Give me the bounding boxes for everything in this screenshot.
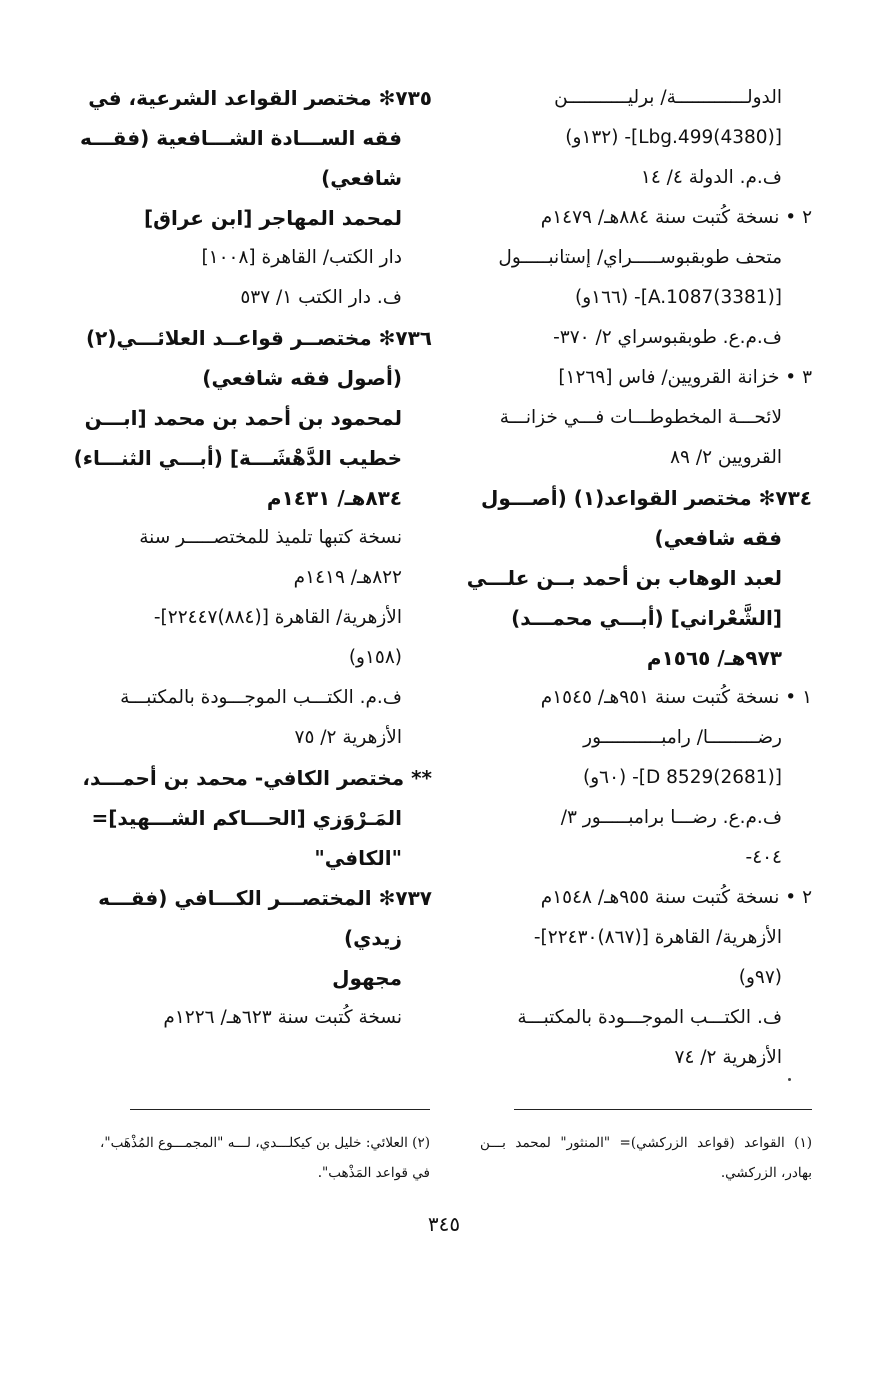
text-line: ٧٣٤✻ مختصر القواعد(١) (أصـــول — [481, 486, 812, 510]
text-line: رضـــــــــا/ رامبـــــــــــور — [583, 727, 782, 748]
text-line: ف. الكتـــب الموجـــودة بالمكتبـــة — [517, 1007, 782, 1028]
text-line: ٩٧٣هـ/ ١٥٦٥م — [646, 646, 782, 670]
text-line: متحف طوبقبوســـــراي/ إستانبـــــول — [498, 247, 782, 268]
text-line: ٧٣٥✻ مختصر القواعد الشرعية، في — [88, 86, 432, 110]
text-line: ٨٢٢هـ/ ١٤١٩م — [293, 567, 402, 588]
text-line: ٧٣٧✻ المختصـــر الكـــافي (فقـــه — [98, 886, 432, 910]
text-line: لمحمود بن أحمد بن محمد [ابـــن — [84, 406, 402, 430]
text-line: ٣ • خزانة القرويين/ فاس [١٢٦٩] — [558, 367, 812, 388]
text-line: ٢ • نسخة كُتبت سنة ٨٨٤هـ/ ١٤٧٩م — [540, 207, 812, 228]
text-line: (١٥٨و) — [348, 647, 402, 668]
footnote-rule-right — [514, 1109, 812, 1110]
text-line: الأزهرية ٢/ ٧٤ — [674, 1047, 782, 1068]
text-line: [(2681)8529 D]- (٦٠و) — [582, 767, 782, 788]
text-line: [الشَّعْراني] (أبـــي محمـــد) — [511, 606, 782, 630]
text-line: خطيب الدَّهْشَـــة] (أبـــي الثنـــاء) — [73, 446, 402, 470]
text-line: [(3381)A.1087]- (١٦٦و) — [574, 287, 782, 308]
footnote-2: (٢) العلائي: خليل بن كيكلـــدي، لـــه "المجمـــوع المُذْهَب"، في قواعد المَذْهب". — [100, 1135, 430, 1181]
text-line: فقه شافعي) — [654, 526, 782, 550]
footnote-1: (١) القواعد (قواعد الزركشي)= "المنثور" لمحمد بـــن بهادر، الزركشي. — [480, 1135, 812, 1181]
stray-dot — [788, 1078, 791, 1081]
text-line: الدولـــــــــــــة/ برليـــــــــــن — [554, 87, 782, 108]
page-number: ٣٤٥ — [427, 1212, 461, 1236]
text-line: لائحـــة المخطوطـــات فـــي خزانـــة — [499, 407, 782, 428]
text-line: الأزهرية ٢/ ٧٥ — [294, 727, 402, 748]
text-line: شافعي) — [321, 166, 402, 190]
text-line: نسخة كُتبت سنة ٦٢٣هـ/ ١٢٢٦م — [163, 1007, 402, 1028]
text-line: ف.م.ع. طوبقبوسراي ٢/ ٣٧٠- — [553, 327, 782, 348]
left-column — [73, 78, 432, 1038]
footnote-rule-left — [130, 1109, 430, 1110]
text-line: دار الكتب/ القاهرة [١٠٠٨] — [201, 247, 402, 268]
text-line: ف.م. الكتـــب الموجـــودة بالمكتبـــة — [120, 687, 402, 708]
text-line: "الكافي" — [314, 846, 402, 870]
text-line: مجهول — [332, 966, 402, 990]
text-line: ف. دار الكتب ١/ ٥٣٧ — [240, 287, 402, 308]
text-line: الأزهرية/ القاهرة [(٨٨٤)٢٢٤٤٧]- — [153, 607, 402, 628]
text-line: القرويين ٢/ ٨٩ — [670, 447, 782, 468]
text-line: ** مختصر الكافي- محمد بن أحمـــد، — [82, 766, 432, 790]
text-line: نسخة كتبها تلميذ للمختصـــــر سنة — [139, 527, 402, 548]
text-line: زيدي) — [343, 926, 402, 950]
text-line: ١ • نسخة كُتبت سنة ٩٥١هـ/ ١٥٤٥م — [540, 687, 812, 708]
text-line: (أصول فقه شافعي) — [202, 366, 402, 390]
text-line: لعبد الوهاب بن أحمد بــن علـــي — [466, 566, 782, 590]
text-line: المَـرْوَزي [الحـــاكم الشـــهيد]= — [91, 806, 402, 830]
text-line: (٩٧و) — [738, 967, 782, 988]
text-line: ٨٣٤هـ/ ١٤٣١م — [266, 486, 402, 510]
text-line: ٤٠٤- — [745, 847, 782, 868]
text-line: ٢ • نسخة كُتبت سنة ٩٥٥هـ/ ١٥٤٨م — [540, 887, 812, 908]
text-line: ٧٣٦✻ مختصــر قواعــد العلائـــي(٢) — [85, 326, 432, 350]
text-line: فقه الســـادة الشـــافعية (فقـــه — [80, 126, 402, 150]
text-line: الأزهرية/ القاهرة [(٨٦٧)٢٢٤٣٠]- — [533, 927, 782, 948]
text-line: ف.م.ع. رضـــا برامبـــــور ٣/ — [560, 807, 782, 828]
text-line: [(4380)Lbg.499]- (١٣٢و) — [565, 127, 782, 148]
right-column — [466, 78, 812, 1078]
text-line: لمحمد المهاجر [ابن عراق] — [143, 206, 402, 230]
text-line: ف.م. الدولة ٤/ ١٤ — [640, 167, 782, 188]
